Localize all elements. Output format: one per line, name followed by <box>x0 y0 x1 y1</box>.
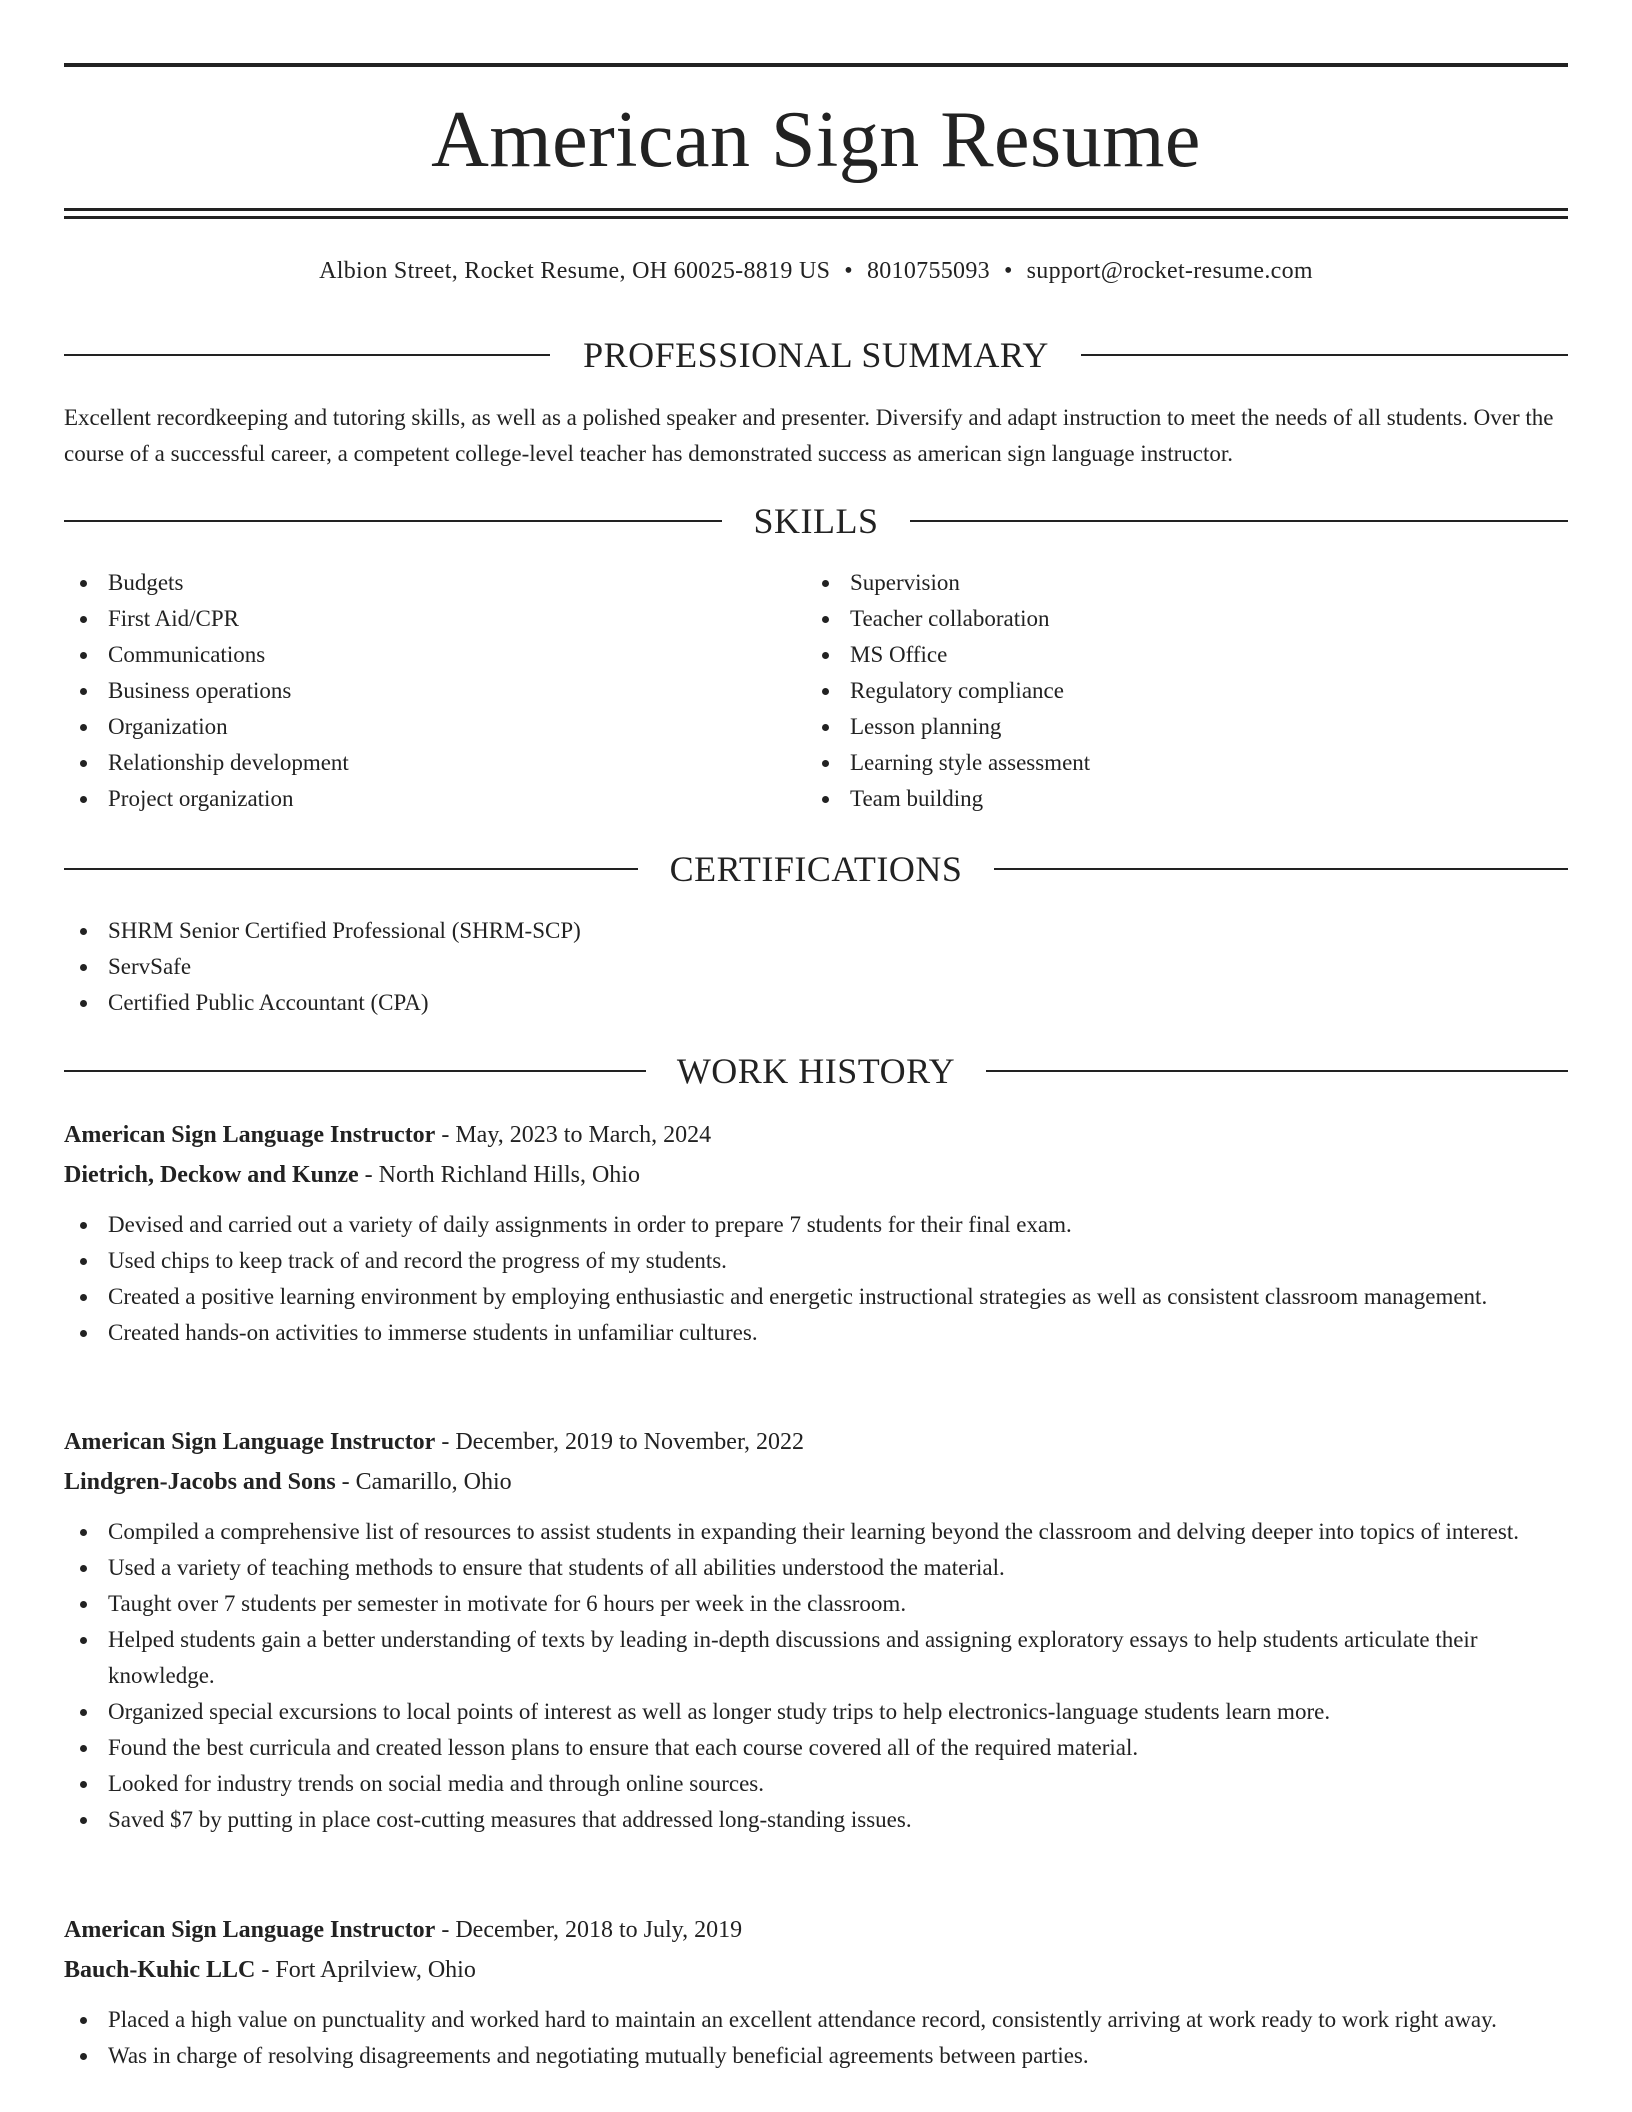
work-history-section-heading <box>64 1049 1568 1093</box>
job-title-line <box>64 1115 1568 1155</box>
skill-item: MS Office <box>806 637 1566 673</box>
contact-phone: 8010755093 <box>866 258 990 284</box>
summary-text: Excellent recordkeeping and tutoring skills, as well as a polished speaker and presenter. Diversify and adapt instruction to meet the needs of all students. Over the course of a successful career, a competent college-level teacher has demonstrated success as american sign language instructor. <box>64 405 1554 466</box>
section-title: SKILLS <box>753 501 879 541</box>
certification-item: SHRM Senior Certified Professional (SHRM-SCP) <box>64 913 1568 949</box>
skill-item: Lesson planning <box>806 709 1566 745</box>
section-rule-right <box>1081 354 1568 356</box>
job-title-line <box>64 1422 1568 1462</box>
skills-list-left <box>64 565 804 817</box>
job-company: Bauch-Kuhic LLC <box>64 1957 256 1983</box>
skill-item: Organization <box>64 709 804 745</box>
job-bullets <box>64 1514 1568 1838</box>
job-bullet: Looked for industry trends on social media and through online sources. <box>64 1766 1568 1802</box>
skill-item: Relationship development <box>64 745 804 781</box>
job-location: - Camarillo, Ohio <box>335 1469 512 1495</box>
job-title: American Sign Language Instructor <box>64 1429 436 1455</box>
skill-item: Supervision <box>806 565 1566 601</box>
job-entry <box>64 1115 1568 1351</box>
job-bullet: Placed a high value on punctuality and worked hard to maintain an excellent attendance record, consistently arriving at work ready to work right away. <box>64 2002 1568 2038</box>
job-title: American Sign Language Instructor <box>64 1122 436 1148</box>
job-bullet: Created hands-on activities to immerse students in unfamiliar cultures. <box>64 1315 1568 1351</box>
job-bullet: Saved $7 by putting in place cost-cutting measures that addressed long-standing issues. <box>64 1802 1568 1838</box>
job-dates: - December, 2019 to November, 2022 <box>435 1429 804 1455</box>
header-double-rule-top <box>64 208 1568 211</box>
job-bullet: Used chips to keep track of and record the progress of my students. <box>64 1243 1568 1279</box>
skill-item: Regulatory compliance <box>806 673 1566 709</box>
summary-section-heading <box>64 333 1568 377</box>
section-title: WORK HISTORY <box>676 1051 956 1091</box>
job-entry <box>64 1910 1568 2074</box>
certifications-list <box>64 913 1568 1021</box>
job-company: Lindgren-Jacobs and Sons <box>64 1469 336 1495</box>
skill-item: Team building <box>806 781 1566 817</box>
job-bullet: Found the best curricula and created lesson plans to ensure that each course covered all of the required material. <box>64 1730 1568 1766</box>
contact-address: Albion Street, Rocket Resume, OH 60025-8819 US <box>319 258 831 284</box>
section-rule-right <box>910 520 1568 522</box>
job-bullets <box>64 2002 1568 2074</box>
header-double-rule-bottom <box>64 216 1568 219</box>
job-dates: - December, 2018 to July, 2019 <box>435 1917 743 1943</box>
resume-name: American Sign Resume <box>431 96 1201 184</box>
contact-separator: • <box>844 258 853 284</box>
header-top-rule <box>64 63 1568 67</box>
job-bullet: Helped students gain a better understanding of texts by leading in-depth discussions and assigning exploratory essays to help students articulate their knowledge. <box>64 1622 1568 1694</box>
section-title: PROFESSIONAL SUMMARY <box>583 335 1049 375</box>
job-bullet: Used a variety of teaching methods to ensure that students of all abilities understood the material. <box>64 1550 1568 1586</box>
skill-item: Business operations <box>64 673 804 709</box>
job-bullet: Organized special excursions to local points of interest as well as longer study trips to help electronics-language students learn more. <box>64 1694 1568 1730</box>
job-company: Dietrich, Deckow and Kunze <box>64 1162 359 1188</box>
job-bullet: Compiled a comprehensive list of resources to assist students in expanding their learning beyond the classroom and delving deeper into topics of interest. <box>64 1514 1568 1550</box>
certification-item: Certified Public Accountant (CPA) <box>64 985 1568 1021</box>
job-title: American Sign Language Instructor <box>64 1917 436 1943</box>
job-location: - North Richland Hills, Ohio <box>358 1162 640 1188</box>
section-rule-right <box>986 1070 1568 1072</box>
skills-section-heading <box>64 499 1568 543</box>
contact-line <box>64 253 1568 289</box>
job-company-line <box>64 1462 1568 1502</box>
job-bullet: Devised and carried out a variety of daily assignments in order to prepare 7 students for their final exam. <box>64 1207 1568 1243</box>
job-dates: - May, 2023 to March, 2024 <box>435 1122 712 1148</box>
job-bullet: Taught over 7 students per semester in motivate for 6 hours per week in the classroom. <box>64 1586 1568 1622</box>
skill-item: First Aid/CPR <box>64 601 804 637</box>
skill-item: Budgets <box>64 565 804 601</box>
contact-separator: • <box>1003 258 1013 284</box>
job-location: - Fort Aprilview, Ohio <box>255 1957 476 1983</box>
job-company-line <box>64 1950 1568 1990</box>
skill-item: Communications <box>64 637 804 673</box>
job-company-line <box>64 1155 1568 1195</box>
job-bullets <box>64 1207 1568 1351</box>
skill-item: Project organization <box>64 781 804 817</box>
job-bullet: Created a positive learning environment by employing enthusiastic and energetic instructional strategies as well as consistent classroom management. <box>64 1279 1568 1315</box>
job-title-line <box>64 1910 1568 1950</box>
skills-list-right <box>806 565 1566 817</box>
contact-email: support@rocket-resume.com <box>1026 258 1313 284</box>
certification-item: ServSafe <box>64 949 1568 985</box>
job-bullet: Was in charge of resolving disagreements and negotiating mutually beneficial agreements between parties. <box>64 2038 1568 2074</box>
skill-item: Learning style assessment <box>806 745 1566 781</box>
section-title: CERTIFICATIONS <box>669 849 963 889</box>
certifications-section-heading <box>64 847 1568 891</box>
job-entry <box>64 1422 1568 1838</box>
section-rule-right <box>994 868 1568 870</box>
skill-item: Teacher collaboration <box>806 601 1566 637</box>
